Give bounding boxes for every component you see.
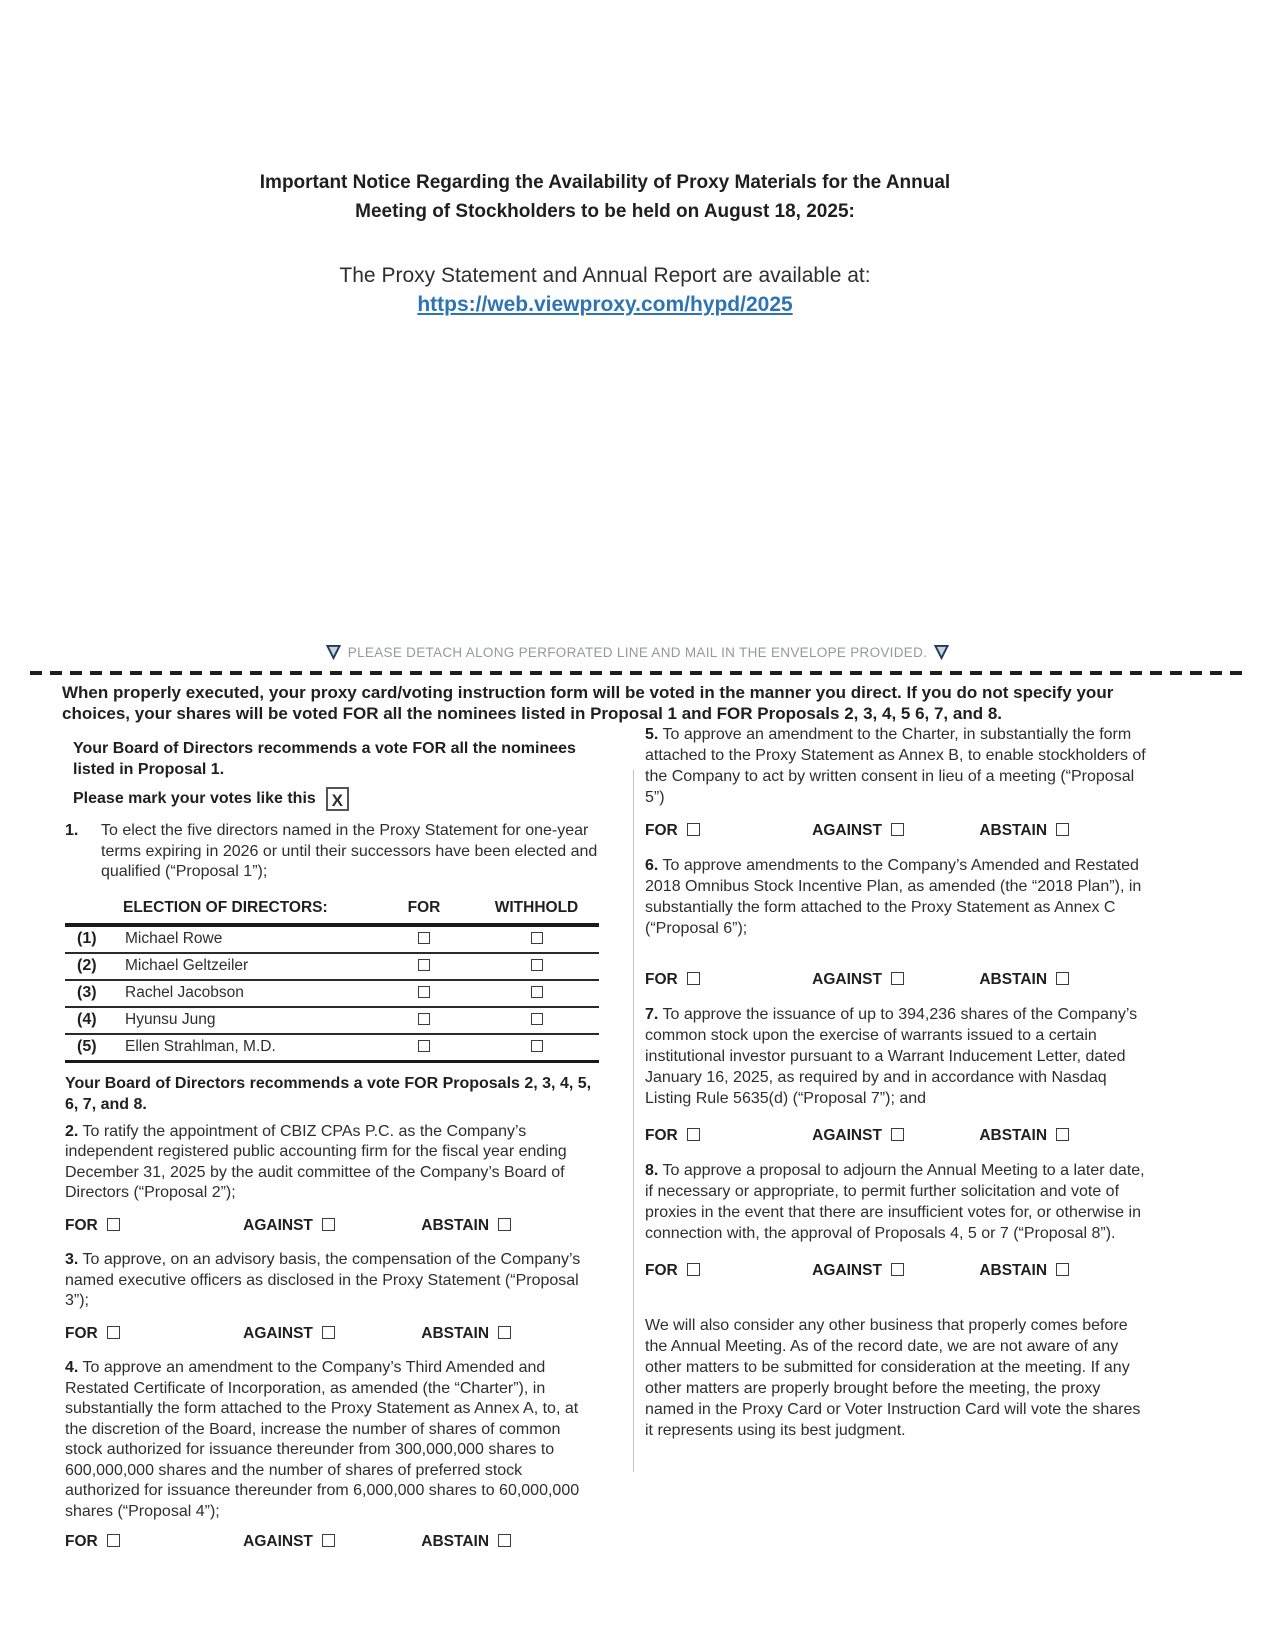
right-column <box>645 724 1147 1451</box>
proposal-1-text: To elect the five directors named in the Proxy Statement for one-year terms expiring in 2026 or until their successors have been elected and qualified (“Proposal 1”); <box>101 822 598 880</box>
proposal-4 <box>65 1358 600 1522</box>
director-4-name: Hyunsu Jung <box>125 1010 216 1028</box>
proposal-3-against-label: AGAINST <box>243 1324 313 1342</box>
proposal-7-vote-row <box>645 1125 1147 1146</box>
proxy-url-row <box>0 293 1210 317</box>
table-row <box>65 954 599 981</box>
proposal-4-against-checkbox[interactable] <box>322 1534 335 1547</box>
proposal-2-against-label: AGAINST <box>243 1216 313 1234</box>
proposal-8-abstain-checkbox[interactable] <box>1056 1263 1069 1276</box>
proposal-7-abstain-label: ABSTAIN <box>979 1127 1048 1144</box>
mark-example-box: X <box>326 787 349 811</box>
proposal-3-for-label: FOR <box>65 1324 98 1342</box>
table-row <box>65 927 599 954</box>
proposal-5-abstain-label: ABSTAIN <box>979 822 1048 839</box>
proposal-2-abstain-label: ABSTAIN <box>421 1216 490 1234</box>
director-4-for-checkbox[interactable] <box>418 1013 430 1025</box>
director-2-for-checkbox[interactable] <box>418 959 430 971</box>
table-row <box>65 1008 599 1035</box>
down-triangle-icon <box>326 644 341 660</box>
proposal-3-number: 3. <box>65 1251 79 1268</box>
proxy-url-link[interactable]: https://web.viewproxy.com/hypd/2025 <box>417 293 793 316</box>
proposal-5-against-checkbox[interactable] <box>891 823 904 836</box>
proposal-2-for-label: FOR <box>65 1216 98 1234</box>
election-of-directors-table <box>65 895 599 1063</box>
director-1-for-checkbox[interactable] <box>418 932 430 944</box>
proposal-4-abstain-label: ABSTAIN <box>421 1533 490 1550</box>
director-4-number: (4) <box>77 1010 97 1028</box>
proposal-3-abstain-checkbox[interactable] <box>498 1326 511 1339</box>
proposal-3-vote-row <box>65 1324 600 1345</box>
director-1-withhold-checkbox[interactable] <box>531 932 543 944</box>
proposal-8-against-checkbox[interactable] <box>891 1263 904 1276</box>
proposal-4-text: To approve an amendment to the Company’s Third Amended and Restated Certificate of Incorporation, as amended (the “Charter”), in substantially the form attached to the Proxy Statement as Annex A, to, at the discretion of the Board, increase the number of shares of common stock authorized for issuance thereunder from 300,000,000 shares to 600,000,000 shares and the number of shares of preferred stock authorized for issuance thereunder from 6,000,000 shares to 60,000,000 shares (“Proposal 4”); <box>65 1359 580 1520</box>
director-3-name: Rachel Jacobson <box>125 983 244 1001</box>
proposal-6-text: To approve amendments to the Company’s Amended and Restated 2018 Omnibus Stock Incentive Plan, as amended (the “2018 Plan”), in substantially the form attached to the Proxy Statement as Annex C (“Proposal 6”); <box>645 857 1142 937</box>
director-5-number: (5) <box>77 1037 97 1055</box>
proposal-2-number: 2. <box>65 1122 79 1140</box>
proposal-7-for-checkbox[interactable] <box>687 1128 700 1141</box>
availability-text: The Proxy Statement and Annual Report are available at: <box>339 264 871 287</box>
proposal-6-vote-row <box>645 969 1147 990</box>
proposal-7-number: 7. <box>645 1006 659 1023</box>
proposal-5-text: To approve an amendment to the Charter, in substantially the form attached to the Proxy Statement as Annex B, to enable stockholders of the Company to act by written consent in lieu of a meeting (“Proposal 5”) <box>645 726 1146 806</box>
director-3-number: (3) <box>77 983 97 1001</box>
detach-instruction-row <box>0 644 1275 660</box>
left-column <box>65 738 600 1567</box>
directors-header-title: ELECTION OF DIRECTORS: <box>123 899 328 917</box>
proposal-4-against-label: AGAINST <box>243 1533 313 1550</box>
proposal-5-against-label: AGAINST <box>812 822 882 839</box>
voting-instructions-notice: When properly executed, your proxy card/voting instruction form will be voted in the manner you direct. If you do not specify your choices, your shares will be voted FOR all the nominees listed in Proposal 1 and FOR Proposals 2, 3, 4, 5 6, 7, and 8. <box>62 683 1114 723</box>
proposal-4-vote-row <box>65 1532 600 1553</box>
proposal-8 <box>645 1160 1147 1244</box>
proposal-6-number: 6. <box>645 857 659 874</box>
proposal-7-abstain-checkbox[interactable] <box>1056 1128 1069 1141</box>
detach-instruction-text: PLEASE DETACH ALONG PERFORATED LINE AND MAIL IN THE ENVELOPE PROVIDED. <box>347 644 928 660</box>
important-notice-text: Important Notice Regarding the Availability of Proxy Materials for the Annual Meeting of Stockholders to be held on August 18, 2025: <box>259 172 951 222</box>
proposal-5-for-label: FOR <box>645 822 678 839</box>
other-business-paragraph: We will also consider any other business that properly comes before the Annual Meeting. As of the record date, we are not aware of any other matters to be submitted for consideration at the meeting. If any other matters are properly brought before the meeting, the proxy named in the Proxy Card or Voter Instruction Card will vote the shares it represents using its best judgment. <box>645 1317 1141 1439</box>
proposal-2-text: To ratify the appointment of CBIZ CPAs P.C. as the Company’s independent registered public accounting firm for the fiscal year ending December 31, 2025 by the audit committee of the Company’s Board of Directors (“Proposal 2”); <box>65 1122 567 1201</box>
down-triangle-icon <box>934 644 949 660</box>
directors-header-for: FOR <box>407 899 441 917</box>
proposal-7 <box>645 1004 1147 1109</box>
proposal-8-for-checkbox[interactable] <box>687 1263 700 1276</box>
proposal-5-number: 5. <box>645 726 659 743</box>
director-4-withhold-checkbox[interactable] <box>531 1013 543 1025</box>
proposal-6-for-checkbox[interactable] <box>687 972 700 985</box>
proposal-4-for-label: FOR <box>65 1533 98 1550</box>
director-5-withhold-checkbox[interactable] <box>531 1040 543 1052</box>
mark-votes-row <box>73 787 600 811</box>
proposal-5-abstain-checkbox[interactable] <box>1056 823 1069 836</box>
proposal-2-vote-row <box>65 1216 600 1237</box>
proposal-6-against-checkbox[interactable] <box>891 972 904 985</box>
table-row <box>65 981 599 1008</box>
board-recommendation-proposals-2-8: Your Board of Directors recommends a vote FOR Proposals 2, 3, 4, 5, 6, 7, and 8. <box>65 1074 592 1113</box>
proposal-3-against-checkbox[interactable] <box>322 1326 335 1339</box>
proposal-5-for-checkbox[interactable] <box>687 823 700 836</box>
director-1-number: (1) <box>77 929 97 947</box>
proposal-5-vote-row <box>645 820 1147 841</box>
proposal-2-abstain-checkbox[interactable] <box>498 1218 511 1231</box>
proposal-1 <box>65 821 600 883</box>
proposal-2-for-checkbox[interactable] <box>107 1218 120 1231</box>
proposal-8-abstain-label: ABSTAIN <box>979 1262 1048 1279</box>
proposal-7-text: To approve the issuance of up to 394,236 shares of the Company’s common stock upon the exercise of warrants issued to a certain institutional investor pursuant to a Warrant Inducement Letter, dated January 16, 2025, as required by and in accordance with Nasdaq Listing Rule 5635(d) (“Proposal 7”); and <box>645 1006 1138 1107</box>
proposal-1-number: 1. <box>65 822 79 839</box>
proposal-3-for-checkbox[interactable] <box>107 1326 120 1339</box>
proposal-8-for-label: FOR <box>645 1262 678 1279</box>
board-recommendation-proposal1: Your Board of Directors recommends a vote FOR all the nominees listed in Proposal 1. <box>73 740 576 778</box>
director-1-name: Michael Rowe <box>125 929 223 947</box>
perforation-dashed-line <box>30 671 1247 675</box>
director-2-number: (2) <box>77 956 97 974</box>
proposal-5 <box>645 724 1147 808</box>
table-row <box>65 1035 599 1063</box>
proposal-3-abstain-label: ABSTAIN <box>421 1324 490 1342</box>
column-divider <box>633 770 634 1472</box>
proposal-4-for-checkbox[interactable] <box>107 1534 120 1547</box>
director-3-withhold-checkbox[interactable] <box>531 986 543 998</box>
proposal-2-against-checkbox[interactable] <box>322 1218 335 1231</box>
proposal-2 <box>65 1122 600 1204</box>
directors-header-withhold: WITHHOLD <box>494 899 579 917</box>
director-5-name: Ellen Strahlman, M.D. <box>125 1037 276 1055</box>
directors-table-header <box>65 895 599 927</box>
director-5-for-checkbox[interactable] <box>418 1040 430 1052</box>
important-notice-heading <box>0 168 1210 226</box>
director-2-name: Michael Geltzeiler <box>125 956 249 974</box>
proposal-8-text: To approve a proposal to adjourn the Annual Meeting to a later date, if necessary or appropriate, to permit further solicitation and vote of proxies in the event that there are insufficient votes for, or otherwise in connection with, the approval of Proposals 4, 5 or 7 (“Proposal 8”). <box>645 1162 1145 1242</box>
proposal-7-against-checkbox[interactable] <box>891 1128 904 1141</box>
proposal-7-for-label: FOR <box>645 1127 678 1144</box>
proposal-3 <box>65 1250 600 1312</box>
director-3-for-checkbox[interactable] <box>418 986 430 998</box>
director-2-withhold-checkbox[interactable] <box>531 959 543 971</box>
proposal-6-against-label: AGAINST <box>812 971 882 988</box>
proposal-6 <box>645 855 1147 939</box>
mark-votes-label: Please mark your votes like this <box>73 789 316 807</box>
proposal-6-for-label: FOR <box>645 971 678 988</box>
proposal-8-number: 8. <box>645 1162 659 1179</box>
proposal-6-abstain-label: ABSTAIN <box>979 971 1048 988</box>
proposal-3-text: To approve, on an advisory basis, the compensation of the Company’s named executive officers as disclosed in the Proxy Statement (“Proposal 3”); <box>65 1251 581 1309</box>
proposal-6-abstain-checkbox[interactable] <box>1056 972 1069 985</box>
proposal-8-vote-row <box>645 1260 1147 1281</box>
proposal-4-number: 4. <box>65 1359 79 1376</box>
proposal-4-abstain-checkbox[interactable] <box>498 1534 511 1547</box>
proposal-7-against-label: AGAINST <box>812 1127 882 1144</box>
proposal-8-against-label: AGAINST <box>812 1262 882 1279</box>
